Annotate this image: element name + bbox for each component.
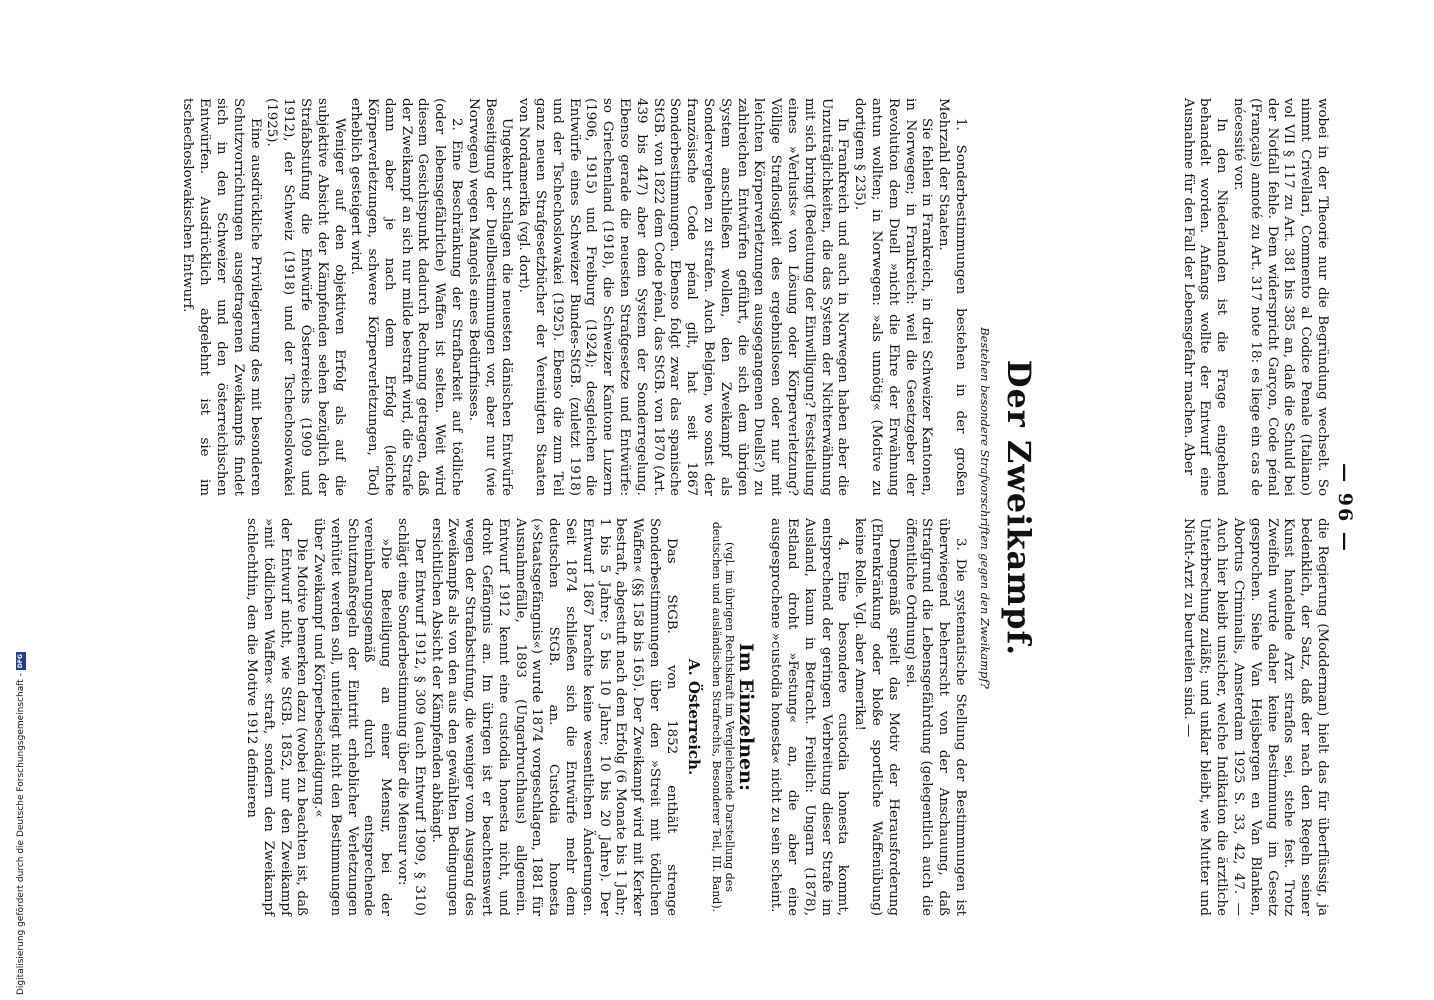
quotation: »Die Beteiligung an einer Mensur, bei der vereinbarungsgemäß durch entsprechende Schutzmaßregeln der Eintritt erheblicher Verletzungen verhütet werden soll, unterliegt nicht den Bestimmungen über Zweikampf und Körperbeschädigung.«	[311, 518, 394, 916]
paragraph: Demgemäß spielt das Motiv der Herausforderung (Ehrenkränkung oder bloße sportliche Waffenübung) keine Rolle. Vgl. aber Amerika!	[852, 518, 901, 916]
paragraph: 3. Die systematische Stellung der Bestimmungen ist überwiegend beherrscht von der Anschauung, daß Strafgrund die Lebensgefährdung (gelegentlich auch die öffentliche Ordnung) sei.	[902, 518, 968, 916]
book-page-scan	[126, 98, 1356, 918]
chapter-subtitle: Bestehen besondere Strafvorschriften gegen den Zweikampf?	[978, 327, 992, 689]
paragraph: In den Niederlanden ist die Frage eingehend behandelt worden. Anfangs wollte der Entwurf eine Ausnahme für den Fall der Lebensgefahr machen. Aber	[1180, 98, 1230, 496]
lower-right-column	[242, 518, 968, 916]
section-heading: Im Einzelnen:	[735, 643, 758, 791]
top-right-column	[1179, 518, 1330, 916]
paragraph: Die Motive bemerken dazu (wobei zu beachten ist, daß der Entwurf nicht, wie StGB. 1852, nur den Zweikampf »mit tödlichen Waffen« straft, sondern den Zweikampf schlechthin, den die Motive 1912 definieren	[243, 518, 310, 916]
subsection-heading: A. Österreich.	[684, 658, 703, 776]
paragraph: 1. Sonderbestimmungen bestehen in der großen Mehrzahl der Staaten.	[936, 98, 968, 496]
chapter-title: Der Zweikampf.	[1000, 359, 1038, 657]
paragraph: In Frankreich und auch in Norwegen haben aber die Unzuträglichkeiten, die das System der Nichterwähnung mit sich bringt (Bedeutung der Einwilligung? Feststellung eines »Verlusts« von Lösung oder Körperverletzung? Völlige Straflosigkeit des ergebnislosen oder nur mit leichten Körperverletzungen ausgegangenen Duells?) zu zahlreichen Entwürfen geführt, die sich dem übrigen System anschließen wollen, den Zweikampf als Sondervergehen zu strafen. Auch Belgien, wo sonst der französische Code pénal gilt, hat seit 1867 Sonderbestimmungen. Ebenso folgt zwar das spanische StGB. von 1822 dem Code pénal, das StGB. von 1870 (Art. 439 bis 447) aber dem System der Sonderregelung. Ebenso gerade die neuesten Strafgesetze und Entwürfe: so Griechenland (1918), die Schweizer Kantone Luzern (1906, 1915) und Freiburg (1924); desgleichen die Entwürfe eines Schweizer Bundes-StGB. (zuletzt 1918) und der Tschechoslowakei (1925). Ebenso die zum Teil ganz neuen Strafgesetzbücher der Vereinigten Staaten von Nordamerika (vgl. dort).	[516, 98, 851, 496]
paragraph: Das StGB. von 1852 enthält strenge Sonderbestimmungen über den »Streit mit tödlichen Waffen« (§§ 158 bis 165). Der Zweikampf wird mit Kerker bestraft, abgestuft nach dem Erfolg (6 Monate bis 1 Jahr; 1 bis 5 Jahre; 5 bis 10 Jahre; 10 bis 20 Jahre). Der Entwurf 1867 brachte keine wesentlichen Änderungen. Seit 1874 schließen sich die Entwürfe mehr dem deutschen StGB. an. Custodia honesta (»Staatsgefängnis«) wurde 1874 vorgeschlagen, 1881 für Ausnahmefälle, 1893 (Ungarbruchhaus) allgemein. Entwurf 1912 kennt eine custodia honesta nicht, und droht Gefängnis an. Im übrigen ist er beachtenswert wegen der Strafabstufung, die weniger vom Ausgang des Zweikampfs als von den aus den gewählten Bedingungen ersichtlichen Absicht der Kämpfenden abhängt.	[428, 518, 679, 916]
paragraph: die Regierung (Modderman) hielt das für überflüssig, ja bedenklich, der Satz, daß der nach den Regeln seiner Kunst handelnde Arzt straflos sei, stehe fest. Trotz Zweifeln wurde daher keine Bestimmung im Gesetz gesprochen. Siehe Van Heijsbergen en Van Blanken, Abortus Criminalis, Amsterdam 1925 S. 33, 42, 47. — Auch hier bleibt unsicher, welche Indikation die ärztliche Unterbrechung zuläßt; und unklar bleibt, wie Mutter und Nicht-Arzt zu beurteilen sind. —	[1180, 518, 1330, 916]
paragraph: Der Entwurf 1912, § 309 (auch Entwurf 1909, § 310) schlägt eine Sonderbestimmung über die Mensur vor:	[395, 518, 427, 916]
lower-left-column	[179, 98, 968, 496]
credit-text: Digitalisierung gefördert durch die Deutsche Forschungsgemeinschaft -	[16, 673, 26, 995]
paragraph: Eine ausdrückliche Privilegierung des mit besonderen Schutzvorrichtungen ausgetragenen Zweikampfs findet sich in den Schweizer und den österreichischen Entwürfen. Ausdrücklich abgelehnt ist sie im tschechoslowakischen Entwurf.	[180, 98, 263, 496]
paragraph: 2. Eine Beschränkung der Strafbarkeit auf tödliche (oder lebensgefährliche) Waffen ist selten. Weit wird diesem Gesichtspunkt dadurch Rechnung getragen, daß der Zweikampf an sich nur milde bestraft wird, die Strafe dann aber je nach dem Erfolg (leichte Körperverletzungen, schwere Körperverletzungen, Tod) erheblich gesteigert wird.	[348, 98, 465, 496]
top-left-column	[1179, 98, 1330, 496]
section-note: (vgl. im übrigen Rechtskraft im Vergleichende Darstellung des deutschen und ausländischen Strafrechts, Besonderer Teil, III. Band).	[709, 521, 736, 913]
paragraph: Weniger auf den objektiven Erfolg als auf die subjektive Absicht der Kämpfenden sehen bezüglich der Strafabstufung die Entwürfe Österreichs (1909 und 1912), der Schweiz (1918) und der Tschechoslowakei (1925).	[264, 98, 347, 496]
dfg-logo-icon: DFG	[17, 654, 24, 669]
paragraph: Ungekehrt schlagen die neuesten dänischen Entwürfe Beseitigung der Duellbestimmungen vor, aber nur (wie Norwegen) wegen Mangels eines Bedürfnisses.	[465, 98, 515, 496]
paragraph: wobei in der Theorie nur die Begründung wechselt. So nimmt Crivellari, Commento al Codice Penale (Italiano) vol VII § 117 zu Art. 381 bis 385 an, daß die Schuld bei der Notfall fehle. Dem widerspricht Garçon, Code pénal (Français) annoté zu Art. 317 note 18: es liege ein cas de nécessité vor.	[1231, 98, 1330, 496]
digitization-credit	[0, 600, 26, 995]
paragraph: 4. Eine besondere custodia honesta kommt, entsprechend der geringen Verbreitung dieser Strafe im Ausland, kaum in Betracht. Freilich: Ungarn (1878), Estland droht »Festung« an, die aber eine ausgesprochene »custodia honesta« nicht zu sein scheint.	[768, 518, 851, 916]
paragraph: Sie fehlen in Frankreich, in drei Schweizer Kantonen, in Norwegen; in Frankreich: weil die Gesetzgeber der Revolution dem Duell »nicht die Ehre der Erwähnung antun wollten; in Norwegen: »als unnötig« (Motive zu dortigem § 235).	[852, 98, 935, 496]
page-number: — 96 —	[1334, 463, 1356, 553]
